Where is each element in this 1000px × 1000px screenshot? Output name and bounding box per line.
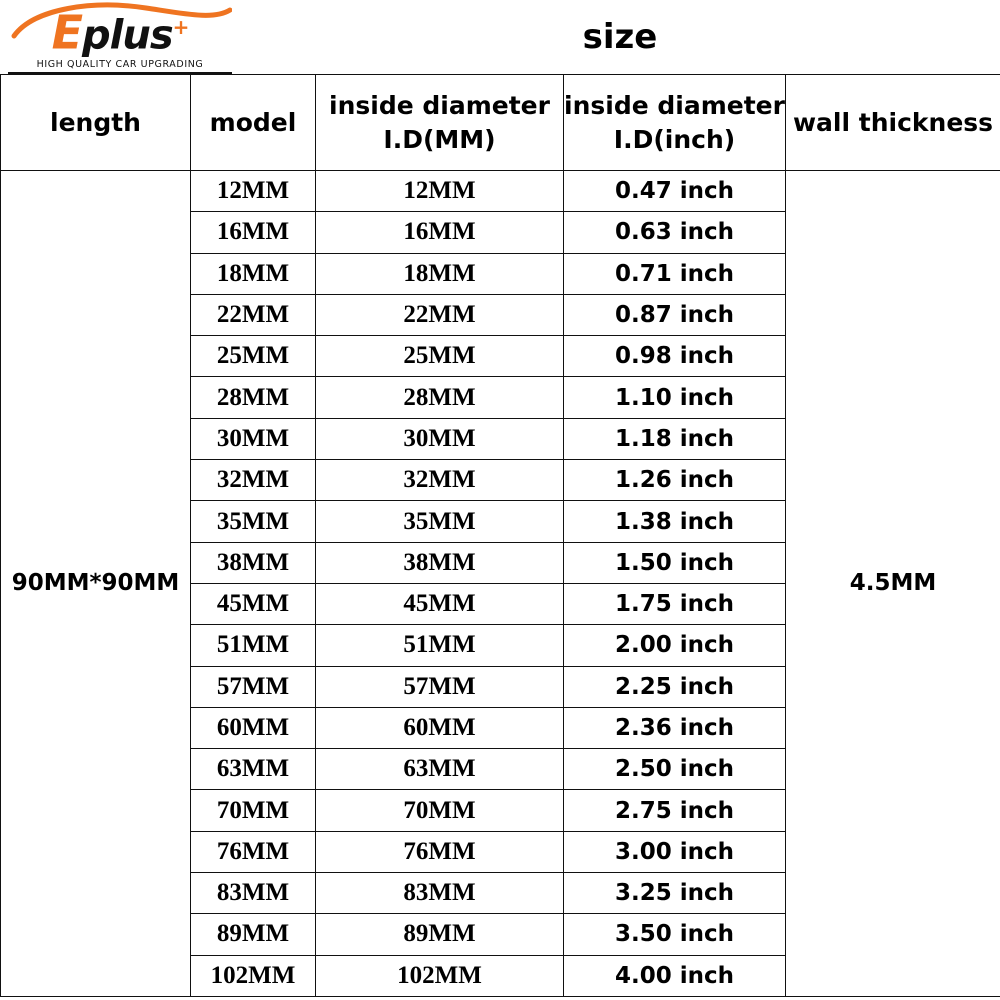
cell-id-mm: 28MM — [316, 377, 564, 418]
cell-id-inch: 0.98 inch — [564, 336, 786, 377]
brand-logo — [0, 0, 240, 74]
cell-model: 16MM — [191, 212, 316, 253]
header-inside-diameter-mm-line1: inside diameter — [329, 90, 550, 120]
cell-model: 12MM — [191, 171, 316, 212]
cell-id-inch: 0.71 inch — [564, 253, 786, 294]
cell-model: 38MM — [191, 542, 316, 583]
page-title: size — [582, 17, 658, 57]
cell-id-mm: 12MM — [316, 171, 564, 212]
logo-wordmark — [52, 4, 189, 58]
cell-model: 35MM — [191, 501, 316, 542]
cell-id-inch: 0.63 inch — [564, 212, 786, 253]
header-length: length — [1, 75, 191, 171]
cell-id-inch: 0.47 inch — [564, 171, 786, 212]
header-wall-thickness: wall thickness — [786, 75, 1000, 171]
cell-id-mm: 51MM — [316, 625, 564, 666]
cell-model: 89MM — [191, 914, 316, 955]
cell-model: 18MM — [191, 253, 316, 294]
header-inside-diameter-inch — [564, 75, 786, 171]
cell-id-mm: 22MM — [316, 294, 564, 335]
header-model: model — [191, 75, 316, 171]
header-inside-diameter-inch-line1: inside diameter — [564, 90, 785, 120]
cell-id-mm: 38MM — [316, 542, 564, 583]
logo-letter-e: E — [51, 5, 83, 60]
header-inside-diameter-inch-line2: I.D(inch) — [613, 124, 736, 154]
cell-id-inch: 2.75 inch — [564, 790, 786, 831]
cell-id-mm: 102MM — [316, 955, 564, 996]
cell-model: 30MM — [191, 418, 316, 459]
table-row — [1, 171, 1000, 212]
cell-model: 22MM — [191, 294, 316, 335]
header-band — [0, 0, 1000, 74]
cell-model: 25MM — [191, 336, 316, 377]
cell-model: 28MM — [191, 377, 316, 418]
cell-id-mm: 30MM — [316, 418, 564, 459]
cell-model: 83MM — [191, 873, 316, 914]
cell-model: 102MM — [191, 955, 316, 996]
header-inside-diameter-mm — [316, 75, 564, 171]
cell-id-inch: 1.38 inch — [564, 501, 786, 542]
cell-id-inch: 0.87 inch — [564, 294, 786, 335]
cell-id-mm: 76MM — [316, 831, 564, 872]
cell-id-inch: 4.00 inch — [564, 955, 786, 996]
cell-id-inch: 2.25 inch — [564, 666, 786, 707]
cell-id-inch: 3.25 inch — [564, 873, 786, 914]
cell-model: 57MM — [191, 666, 316, 707]
cell-id-mm: 57MM — [316, 666, 564, 707]
cell-id-mm: 63MM — [316, 749, 564, 790]
cell-id-mm: 32MM — [316, 460, 564, 501]
cell-id-inch: 2.00 inch — [564, 625, 786, 666]
cell-id-mm: 45MM — [316, 583, 564, 624]
cell-id-inch: 3.00 inch — [564, 831, 786, 872]
cell-model: 76MM — [191, 831, 316, 872]
size-table — [0, 74, 1000, 997]
cell-model: 51MM — [191, 625, 316, 666]
cell-id-mm: 16MM — [316, 212, 564, 253]
cell-model: 63MM — [191, 749, 316, 790]
cell-id-mm: 70MM — [316, 790, 564, 831]
cell-id-mm: 35MM — [316, 501, 564, 542]
cell-id-inch: 1.75 inch — [564, 583, 786, 624]
cell-model: 60MM — [191, 707, 316, 748]
cell-id-mm: 89MM — [316, 914, 564, 955]
header-inside-diameter-mm-line2: I.D(MM) — [383, 124, 496, 154]
cell-id-mm: 25MM — [316, 336, 564, 377]
cell-model: 32MM — [191, 460, 316, 501]
cell-id-mm: 83MM — [316, 873, 564, 914]
title-area — [240, 0, 1000, 74]
table-body — [1, 171, 1000, 997]
table-header-row — [1, 75, 1000, 171]
cell-id-inch: 1.26 inch — [564, 460, 786, 501]
cell-id-inch: 1.10 inch — [564, 377, 786, 418]
cell-model: 70MM — [191, 790, 316, 831]
cell-model: 45MM — [191, 583, 316, 624]
cell-id-mm: 60MM — [316, 707, 564, 748]
logo-tagline: HIGH QUALITY CAR UPGRADING — [36, 59, 204, 71]
cell-id-inch: 2.36 inch — [564, 707, 786, 748]
length-value: 90MM*90MM — [1, 171, 191, 997]
wall-thickness-value: 4.5MM — [786, 171, 1000, 997]
cell-id-inch: 3.50 inch — [564, 914, 786, 955]
cell-id-mm: 18MM — [316, 253, 564, 294]
cell-id-inch: 1.18 inch — [564, 418, 786, 459]
logo-text-plus: plus — [82, 12, 173, 59]
cell-id-inch: 1.50 inch — [564, 542, 786, 583]
logo-plus-sign: + — [172, 15, 189, 39]
cell-id-inch: 2.50 inch — [564, 749, 786, 790]
